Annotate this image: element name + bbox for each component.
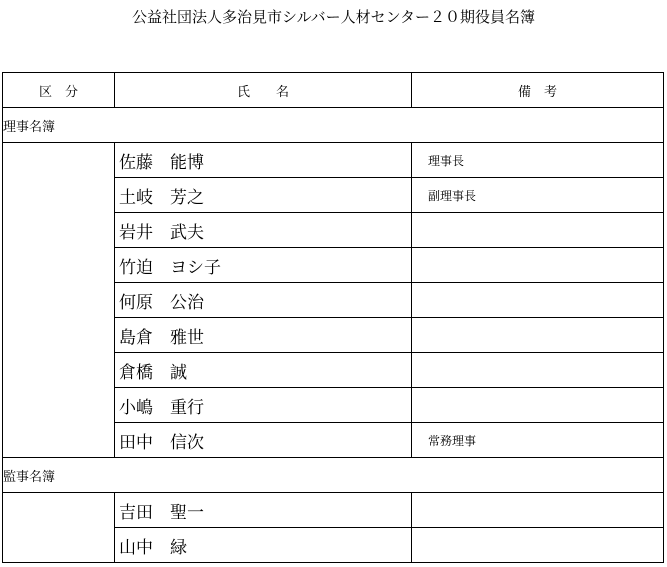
category-cell [3,178,115,213]
member-remark [412,353,664,388]
category-cell [3,353,115,388]
member-remark [412,283,664,318]
table-row [3,143,664,178]
table-row [3,493,664,528]
member-name: 倉橋 誠 [115,353,412,388]
member-remark [412,388,664,423]
header-remarks: 備 考 [412,73,664,108]
category-cell [3,528,115,563]
table-row [3,213,664,248]
member-name: 小嶋 重行 [115,388,412,423]
member-name: 佐藤 能博 [115,143,412,178]
table-row [3,178,664,213]
table-row [3,283,664,318]
member-name: 島倉 雅世 [115,318,412,353]
category-cell [3,143,115,178]
officer-roster-table [2,72,664,563]
header-name: 氏 名 [115,73,412,108]
header-category: 区 分 [3,73,115,108]
table-row [3,423,664,458]
category-cell [3,423,115,458]
category-cell [3,283,115,318]
category-cell [3,493,115,528]
member-remark [412,318,664,353]
table-row [3,353,664,388]
table-header-row [3,73,664,108]
table-row [3,528,664,563]
member-remark: 副理事長 [412,178,664,213]
member-name: 吉田 聖一 [115,493,412,528]
member-remark [412,493,664,528]
member-name: 岩井 武夫 [115,213,412,248]
section-label: 監事名簿 [3,458,115,493]
member-remark [412,528,664,563]
member-remark: 理事長 [412,143,664,178]
member-remark [412,213,664,248]
member-name: 山中 緑 [115,528,412,563]
member-name: 田中 信次 [115,423,412,458]
page-title: 公益社団法人多治見市シルバー人材センター２０期役員名簿 [132,8,535,26]
section-row-directors [3,108,664,143]
section-spacer [115,108,664,143]
member-name: 何原 公治 [115,283,412,318]
category-cell [3,248,115,283]
section-spacer [115,458,664,493]
table-row [3,318,664,353]
category-cell [3,318,115,353]
section-row-auditors [3,458,664,493]
category-cell [3,388,115,423]
member-name: 竹迫 ヨシ子 [115,248,412,283]
member-remark [412,248,664,283]
member-name: 土岐 芳之 [115,178,412,213]
table-row [3,388,664,423]
category-cell [3,213,115,248]
section-label: 理事名簿 [3,108,115,143]
member-remark: 常務理事 [412,423,664,458]
table-row [3,248,664,283]
